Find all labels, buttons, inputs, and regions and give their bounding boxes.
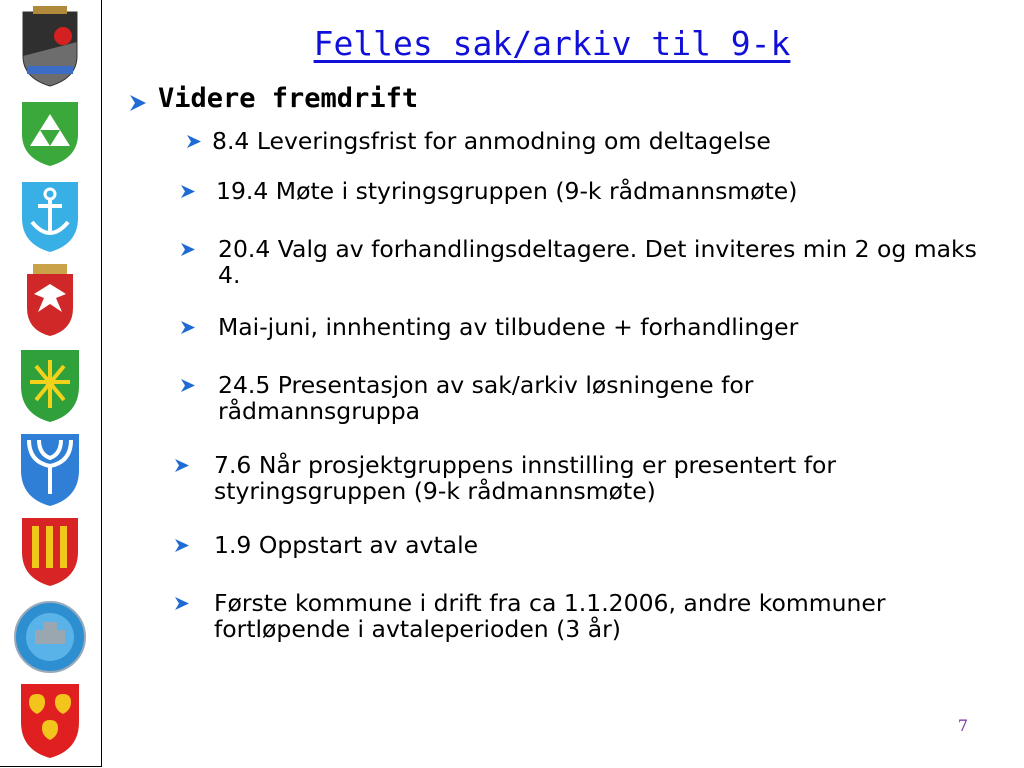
page-number: 7 — [957, 716, 968, 735]
coat-of-arms-icon — [20, 516, 80, 588]
list-item-text: 7.6 Når prosjektgruppens innstilling er presentert for styringsgruppen (9-k rådmannsmøte) — [214, 451, 837, 505]
list-item-text: 19.4 Møte i styringsgruppen (9-k rådmannsmøte) — [216, 177, 798, 205]
bullet-heading — [128, 83, 419, 114]
coat-of-arms-icon — [19, 432, 81, 508]
coat-of-arms-sidebar — [0, 0, 102, 767]
arrow-bullet-icon — [174, 452, 214, 473]
list-item — [174, 590, 974, 642]
arrow-bullet-icon — [180, 236, 218, 257]
list-item — [180, 372, 880, 424]
slide-title: Felles sak/arkiv til 9-k — [313, 24, 791, 63]
arrow-bullet-icon — [186, 128, 212, 149]
list-item — [174, 532, 974, 558]
coat-of-arms-icon — [20, 180, 80, 254]
coat-of-arms-icon — [19, 682, 81, 760]
arrow-bullet-icon — [180, 372, 218, 393]
list-item — [186, 128, 1006, 154]
arrow-bullet-icon — [128, 86, 158, 112]
coat-of-arms-icon — [20, 100, 80, 168]
coat-of-arms-icon — [19, 348, 81, 424]
list-item — [180, 314, 1000, 340]
list-item-text: 24.5 Presentasjon av sak/arkiv løsningene for rådmannsgruppa — [218, 371, 754, 425]
coat-of-arms-icon — [13, 600, 87, 674]
arrow-bullet-icon — [180, 178, 216, 199]
list-item-text: Mai-juni, innhenting av tilbudene + forhandlinger — [218, 313, 799, 341]
list-item-text: 1.9 Oppstart av avtale — [214, 531, 479, 559]
list-item-text: 8.4 Leveringsfrist for anmodning om deltagelse — [212, 127, 771, 155]
arrow-bullet-icon — [174, 590, 214, 611]
list-item — [174, 452, 974, 504]
list-item — [180, 178, 1000, 204]
list-item-text: 20.4 Valg av forhandlingsdeltagere. Det inviteres min 2 og maks 4. — [218, 235, 977, 289]
arrow-bullet-icon — [180, 314, 218, 335]
coat-of-arms-icon — [25, 264, 75, 338]
slide-heading: Videre fremdrift — [158, 83, 419, 114]
list-item-text: Første kommune i drift fra ca 1.1.2006, andre kommuner fortløpende i avtaleperioden (3 år) — [214, 589, 886, 643]
list-item — [180, 236, 1000, 288]
arrow-bullet-icon — [174, 532, 214, 553]
